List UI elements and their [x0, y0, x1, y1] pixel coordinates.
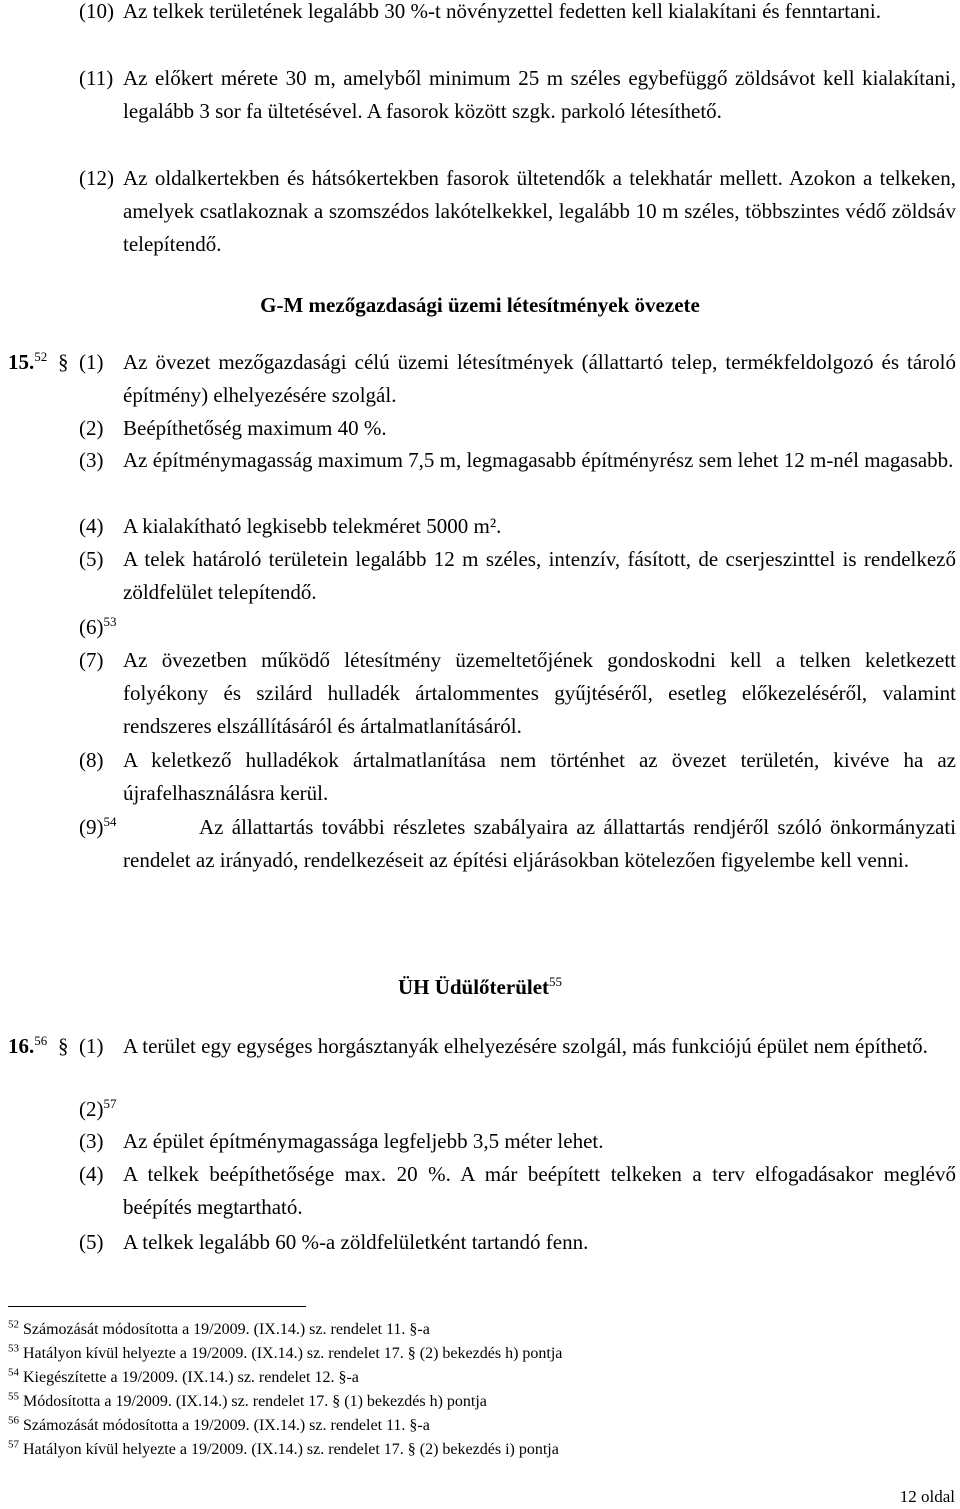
item-number: (8) — [79, 748, 104, 772]
s15-item-3 — [79, 444, 956, 477]
footnote-text: Hatályon kívül helyezte a 19/2009. (IX.14.) sz. rendelet 17. § (2) bekezdés i) pontja — [23, 1441, 559, 1458]
item-number: (1) — [79, 1034, 104, 1058]
item-text: Beépíthetőség maximum 40 %. — [123, 416, 387, 440]
paragraph-text: Az oldalkertekben és hátsókertekben fasorok ültetendők a telekhatár mellett. Azokon a telkeken, amelyek csatlakoznak a szomszédos lakótelkekkel, legalább 10 m széles, többszintes védő zöldsáv telepítendő. — [123, 166, 956, 256]
item-number: $(9)^{54}$ — [79, 814, 117, 839]
paragraph-number: (12) — [79, 166, 114, 190]
item-text: Az épület építménymagassága legfeljebb 3,5 méter lehet. — [123, 1129, 604, 1153]
item-text: A telkek beépíthetősége max. 20 %. A már beépített telkeken a terv elfogadásakor meglévő beépítés megtartható. — [123, 1162, 956, 1219]
s15-item-7 — [79, 644, 956, 743]
s15-item-1 — [79, 346, 956, 412]
paragraph-12 — [79, 162, 956, 261]
paragraph-sign: § — [58, 1034, 69, 1058]
footnote-ref[interactable]: 57 — [103, 1096, 117, 1111]
footnote-number: 56 — [8, 1414, 19, 1427]
item-number: (2) — [79, 416, 104, 440]
footnote-53 — [8, 1342, 948, 1366]
item-number: $(2)^{57}$ — [79, 1096, 117, 1121]
footnote-text: Kiegészítette a 19/2009. (IX.14.) sz. rendelet 12. §-a — [23, 1369, 359, 1386]
section-number-16 — [8, 1030, 47, 1063]
footnote-number: 55 — [8, 1390, 19, 1403]
footnote-number: 57 — [8, 1438, 19, 1451]
item-text: A telek határoló területein legalább 12 m széles, intenzív, fásított, de cserjeszinttel is rendelkező zöldfelület telepítendő. — [123, 547, 956, 604]
footnote-55 — [8, 1390, 948, 1414]
item-text: Az övezet mezőgazdasági célú üzemi létesítmények (állattartó telep, termékfeldolgozó és tároló építmény) elhelyezésére szolgál. — [123, 350, 956, 407]
footnote-ref[interactable]: 56 — [34, 1033, 48, 1048]
footnote-divider — [8, 1306, 306, 1307]
item-number: (3) — [79, 1129, 104, 1153]
item-text: Az építménymagasság maximum 7,5 m, legmagasabb építményrész sem lehet 12 m-nél magasabb. — [123, 448, 954, 472]
item-number: $(6)^{53}$ — [79, 614, 117, 639]
footnote-number: 53 — [8, 1342, 19, 1355]
footnote-text: Módosította a 19/2009. (IX.14.) sz. rendelet 17. § (1) bekezdés h) pontja — [23, 1393, 487, 1410]
heading-text: ÜH Üdülőterület — [397, 975, 550, 999]
s15-item-4 — [79, 510, 956, 543]
section-heading-uh — [0, 972, 960, 1002]
footnote-ref[interactable]: 53 — [103, 614, 117, 629]
paragraph-text: Az telkek területének legalább 30 %-t növényzettel fedetten kell kialakítani és fenntartani. — [123, 0, 882, 23]
item-text: A kialakítható legkisebb telekméret 5000 m². — [123, 514, 502, 538]
s15-item-9 — [79, 811, 956, 877]
item-text: Az övezetben működő létesítmény üzemeltetőjének gondoskodni kell a telken keletkezett folyékony és szilárd hulladék ártalommentes gyűjtéséről, esetleg előkezeléséről, valamint rendszeres elszállításáról és ártalmatlanításáról. — [123, 648, 956, 738]
s16-item-3 — [79, 1125, 956, 1158]
item-number: (4) — [79, 1162, 104, 1186]
paragraph-number: (11) — [79, 66, 114, 90]
footnote-text: Számozását módosította a 19/2009. (IX.14.) sz. rendelet 11. §-a — [23, 1417, 430, 1434]
footnote-number: 54 — [8, 1366, 19, 1379]
footnote-ref[interactable]: 55 — [549, 974, 563, 989]
item-number: (4) — [79, 514, 104, 538]
item-number: (3) — [79, 448, 104, 472]
s15-item-8 — [79, 744, 956, 810]
item-number: (5) — [79, 1230, 104, 1254]
footnote-number: 52 — [8, 1318, 19, 1331]
paragraph-text: Az előkert mérete 30 m, amelyből minimum 25 m széles egybefüggő zöldsávot kell kialakítani, legalább 3 sor fa ültetésével. A fasorok között szgk. parkoló létesíthető. — [123, 66, 956, 123]
item-number: (5) — [79, 547, 104, 571]
paragraph-11 — [79, 62, 956, 128]
footnote-text: Számozását módosította a 19/2009. (IX.14.) sz. rendelet 11. §-a — [23, 1321, 430, 1338]
footnote-54 — [8, 1366, 948, 1390]
footnote-ref[interactable]: 54 — [103, 814, 117, 829]
footnote-56 — [8, 1414, 948, 1438]
item-text: Az állattartás további részletes szabályaira az állattartás rendjéről szóló önkormányzati rendelet az irányadó, rendelkezéseit az építési eljárásokban kötelezően figyelembe kell venni. — [123, 815, 956, 872]
paragraph-sign: § — [58, 350, 69, 374]
footnote-52 — [8, 1318, 948, 1342]
footnote-text: Hatályon kívül helyezte a 19/2009. (IX.14.) sz. rendelet 17. § (2) bekezdés h) pontja — [23, 1345, 563, 1362]
paragraph-10 — [79, 0, 956, 28]
section-number: 15. — [8, 350, 35, 374]
paragraph-number: (10) — [79, 0, 114, 23]
item-number: (7) — [79, 648, 104, 672]
s16-item-5 — [79, 1226, 956, 1259]
section-number-15 — [8, 346, 47, 379]
footnote-ref[interactable]: 52 — [34, 349, 48, 364]
item-number: (1) — [79, 350, 104, 374]
s16-item-1 — [79, 1030, 956, 1063]
item-text: A terület egy egységes horgásztanyák elhelyezésére szolgál, más funkciójú épület nem építhető. — [123, 1034, 928, 1058]
s15-item-5 — [79, 543, 956, 609]
footnote-57 — [8, 1438, 948, 1462]
section-number: 16. — [8, 1034, 35, 1058]
section-heading-gm: G-M mezőgazdasági üzemi létesítmények övezete — [260, 293, 700, 317]
item-text: A telkek legalább 60 %-a zöldfelületként tartandó fenn. — [123, 1230, 589, 1254]
s15-item-2 — [79, 412, 956, 445]
page-number: 12 oldal — [899, 1487, 955, 1506]
item-text: A keletkező hulladékok ártalmatlanítása nem történhet az övezet területén, kivéve ha az újrafelhasználásra kerül. — [123, 748, 956, 805]
s16-item-4 — [79, 1158, 956, 1224]
